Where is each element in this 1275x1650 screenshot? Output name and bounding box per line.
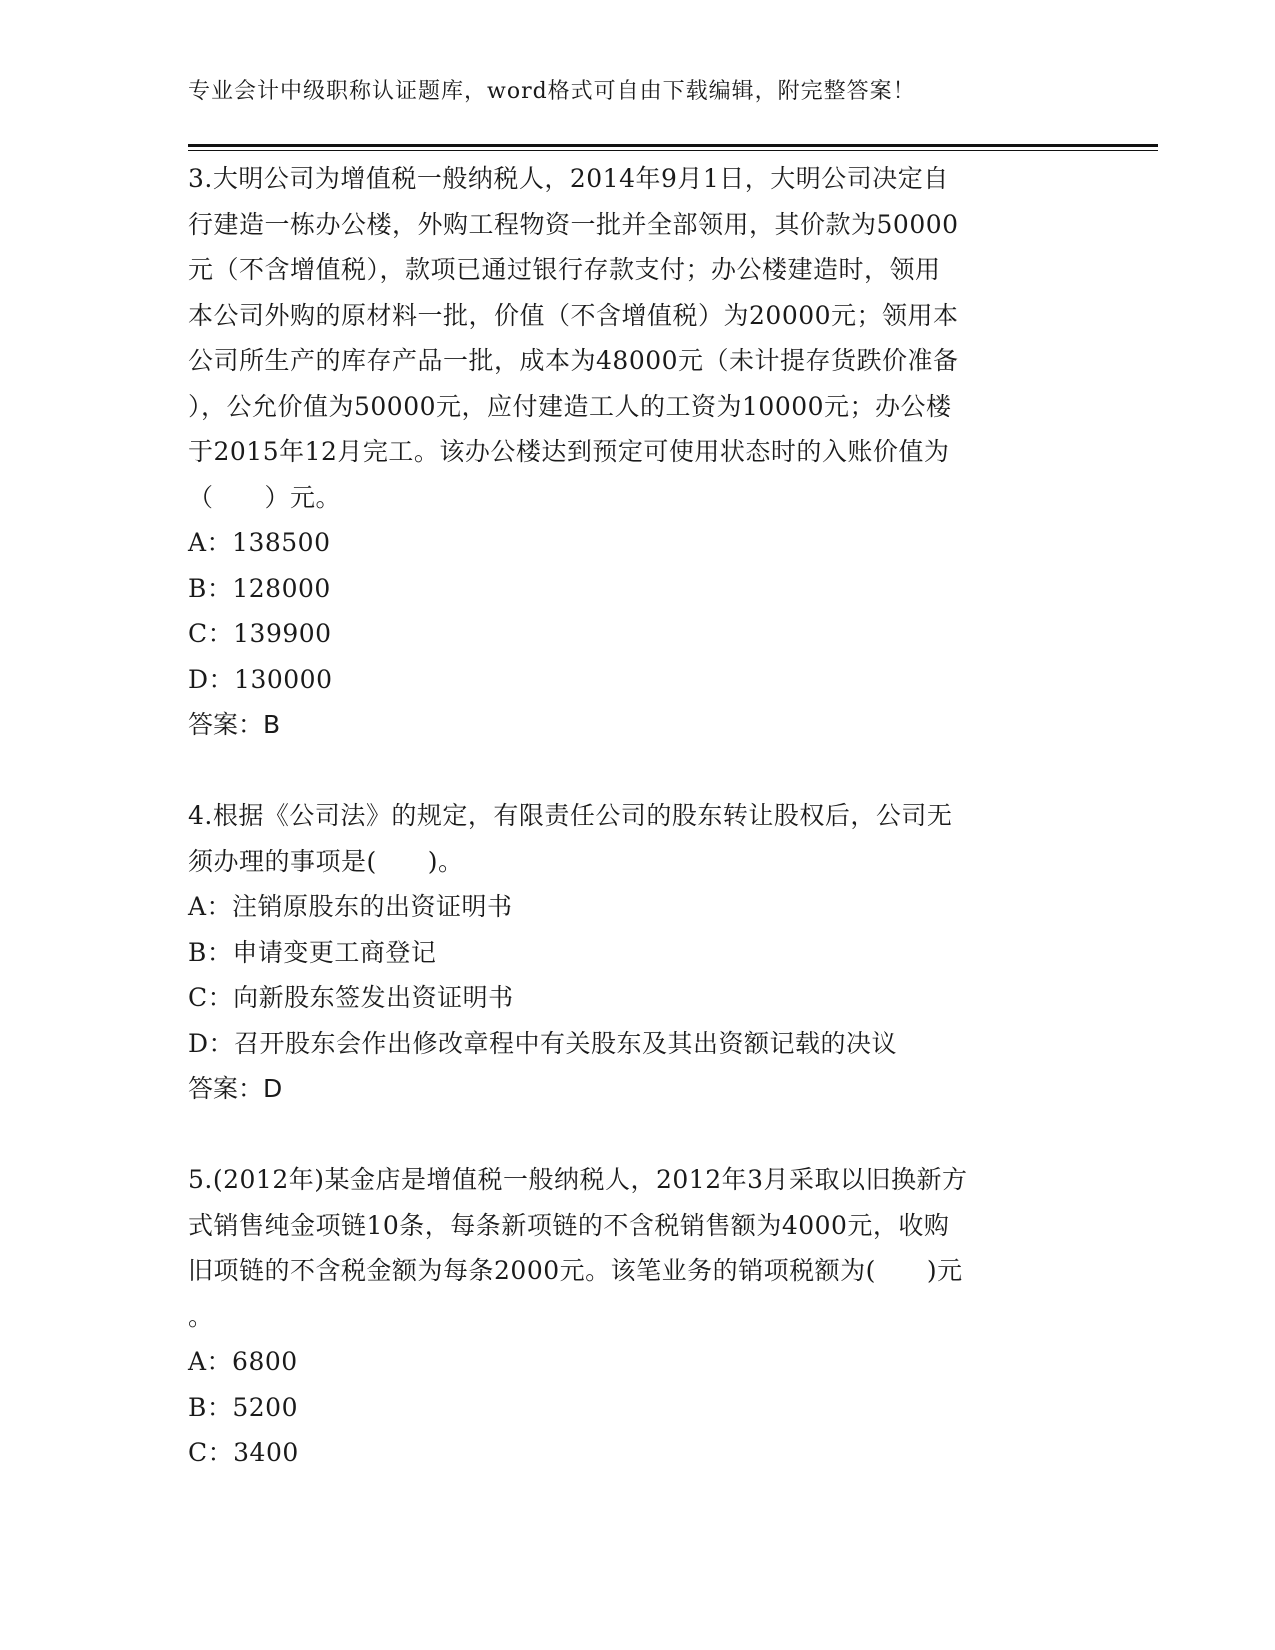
question-stem-line: 于2015年12月完工。该办公楼达到预定可使用状态时的入账价值为: [188, 437, 950, 466]
question-stem-line: 式销售纯金项链10条，每条新项链的不含税销售额为4000元，收购: [188, 1210, 950, 1240]
header-rule-thin: [188, 150, 1158, 151]
question-spacer: [188, 1112, 1068, 1158]
option-d: D：130000: [188, 664, 333, 694]
question-stem-line: 须办理的事项是( )。: [188, 846, 464, 876]
option-b: B：128000: [188, 573, 331, 603]
question-5: [188, 1157, 1068, 1476]
question-3: [188, 156, 1068, 748]
question-list: [188, 156, 1068, 1476]
option-a: A：6800: [188, 1347, 298, 1376]
option-c: C：3400: [188, 1438, 299, 1467]
option-c: C：139900: [188, 619, 332, 648]
option-d: D：召开股东会作出修改章程中有关股东及其出资额记载的决议: [188, 1028, 898, 1058]
header-rule-thick: [188, 144, 1158, 147]
option-b: B：5200: [188, 1392, 298, 1422]
question-stem-line: 行建造一栋办公楼，外购工程物资一批并全部领用，其价款为50000: [188, 209, 959, 239]
question-stem-line: 4.根据《公司法》的规定，有限责任公司的股东转让股权后，公司无: [188, 801, 953, 830]
question-stem-line: 本公司外购的原材料一批，价值（不含增值税）为20000元；领用本: [188, 300, 959, 330]
option-a: A：138500: [188, 528, 331, 557]
question-stem-line: 旧项链的不含税金额为每条2000元。该笔业务的销项税额为( )元: [188, 1256, 963, 1285]
question-4: [188, 793, 1068, 1112]
answer-label: 答案：B: [188, 710, 281, 739]
question-stem-line: 。: [188, 1301, 214, 1331]
page-header-note: 专业会计中级职称认证题库，word格式可自由下载编辑，附完整答案！: [188, 79, 916, 104]
question-stem-line: 3.大明公司为增值税一般纳税人，2014年9月1日，大明公司决定自: [188, 164, 949, 193]
question-stem-line: 公司所生产的库存产品一批，成本为48000元（未计提存货跌价准备: [188, 346, 959, 375]
question-stem-line: （ ）元。: [188, 482, 342, 512]
option-a: A：注销原股东的出资证明书: [188, 892, 513, 921]
question-stem-line: ），公允价值为50000元，应付建造工人的工资为10000元；办公楼: [188, 391, 952, 421]
question-stem-line: 5.(2012年)某金店是增值税一般纳税人，2012年3月采取以旧换新方: [188, 1165, 968, 1194]
answer-label: 答案：D: [188, 1074, 283, 1103]
question-spacer: [188, 748, 1068, 794]
option-c: C：向新股东签发出资证明书: [188, 983, 514, 1012]
option-b: B：申请变更工商登记: [188, 937, 437, 967]
question-stem-line: 元（不含增值税），款项已通过银行存款支付；办公楼建造时，领用: [188, 255, 941, 284]
